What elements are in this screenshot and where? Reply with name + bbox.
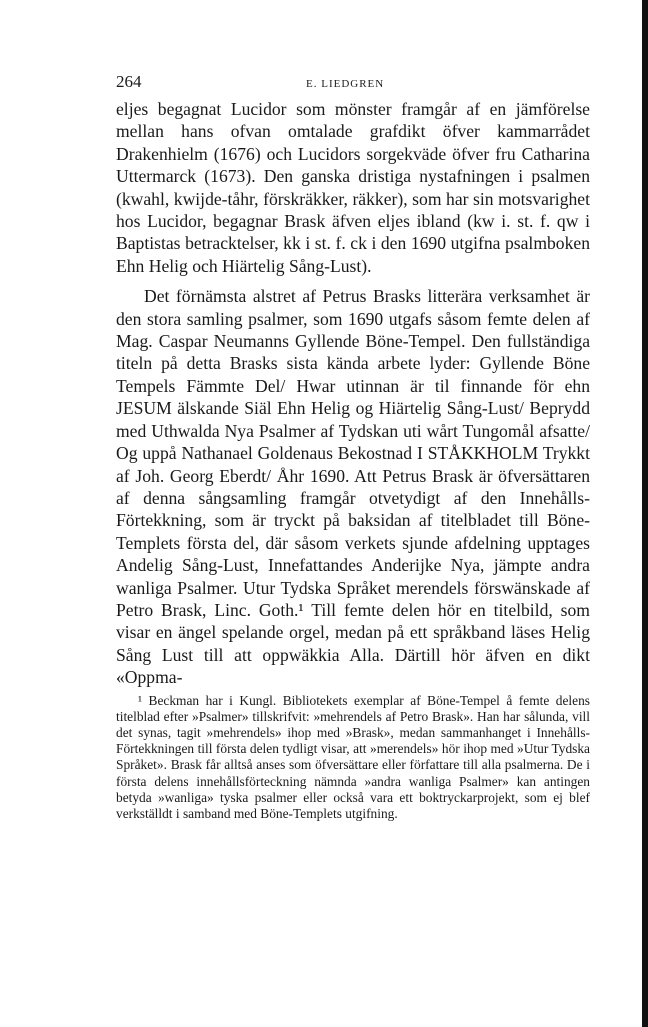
running-head: E. LIEDGREN [306, 78, 385, 90]
footnote: ¹ Beckman har i Kungl. Bibliotekets exemplar af Böne-Tempel å femte delens titelblad efter »Psalmer» tillskrifvit: »mehrendels af Petro Brask». Han har sålunda, vill det synas, tagit »mehrendels» ihop med »Brask», medan sammanhanget i Innehålls-Förtekkningen till första delen tydligt visar, att »merendels» hör ihop med »Utur Tydska Språket». Brask får alltså anses som öfversättare eller författare till alla psalmerna. De i första delens innehållsförteckning nämnda »andra wanliga Psalmer» kan antingen betyda »wanliga» tyska psalmer eller också vara ett boktryckarprojekt, som ej blef verkställdt i samband med Böne-Templets utgifning. [116, 692, 590, 821]
page-header [116, 72, 590, 98]
paragraph: eljes begagnat Lucidor som mönster framgår af en jämförelse mellan hans ofvan omtalade grafdikt öfver kammarrådet Drakenhielm (1676) och Lucidors sorgekväde öfver fru Catharina Uttermarck (1673). Den ganska dristiga nystafningen i psalmen (kwahl, kwijde-tåhr, förskräkker, räkker), som har sin motsvarighet hos Lucidor, begagnar Brask äfven eljes ibland (kw i. st. f. qw i Baptistas betracktelser, kk i st. f. ck i den 1690 utgifna psalmboken Ehn Helig och Hiärtelig Sång-Lust). [116, 99, 590, 276]
page-edge [642, 0, 648, 1027]
page-number: 264 [116, 72, 142, 91]
body-text [116, 98, 590, 689]
book-page [116, 72, 590, 822]
footnotes [116, 693, 590, 823]
paragraph: Det förnämsta alstret af Petrus Brasks litterära verksamhet är den stora samling psalmer, som 1690 utgafs såsom femte delen af Mag. Caspar Neumanns Gyllende Böne-Tempel. Den fullständiga titeln på detta Brasks sista kända arbete lyder: Gyllende Böne Tempels Fämmte Del/ Hwar utinnan är til finnande för ehn JESUM älskande Siäl Ehn Helig og Hiärtelig Sång-Lust/ Beprydd med Uthwalda Nya Psalmer af Tydskan uti wårt Tungomål afsatte/ Og uppå Nathanael Goldenaus Bekostnad I STÅKKHOLM Trykkt af Joh. Georg Eberdt/ Åhr 1690. Att Petrus Brask är öfversättaren af denna sångsamling framgår otvetydigt af den Innehålls-Förtekkning, som är tryckt på baksidan af titelbladet till Böne-Templets första del, där såsom verkets sjunde afdelning upptages Andelig Sång-Lust, Innefattandes Anderijke Nya, jämpte andra wanliga Psalmer. Utur Tydska Språket merendels förswänskade af Petro Brask, Linc. Goth.¹ Till femte delen hör en titelbild, som visar en ängel spelande orgel, medan på ett språkband läses Helig Sång Lust till att oppwäkkia Alla. Därtill hör äfven en dikt «Oppma- [116, 286, 590, 688]
